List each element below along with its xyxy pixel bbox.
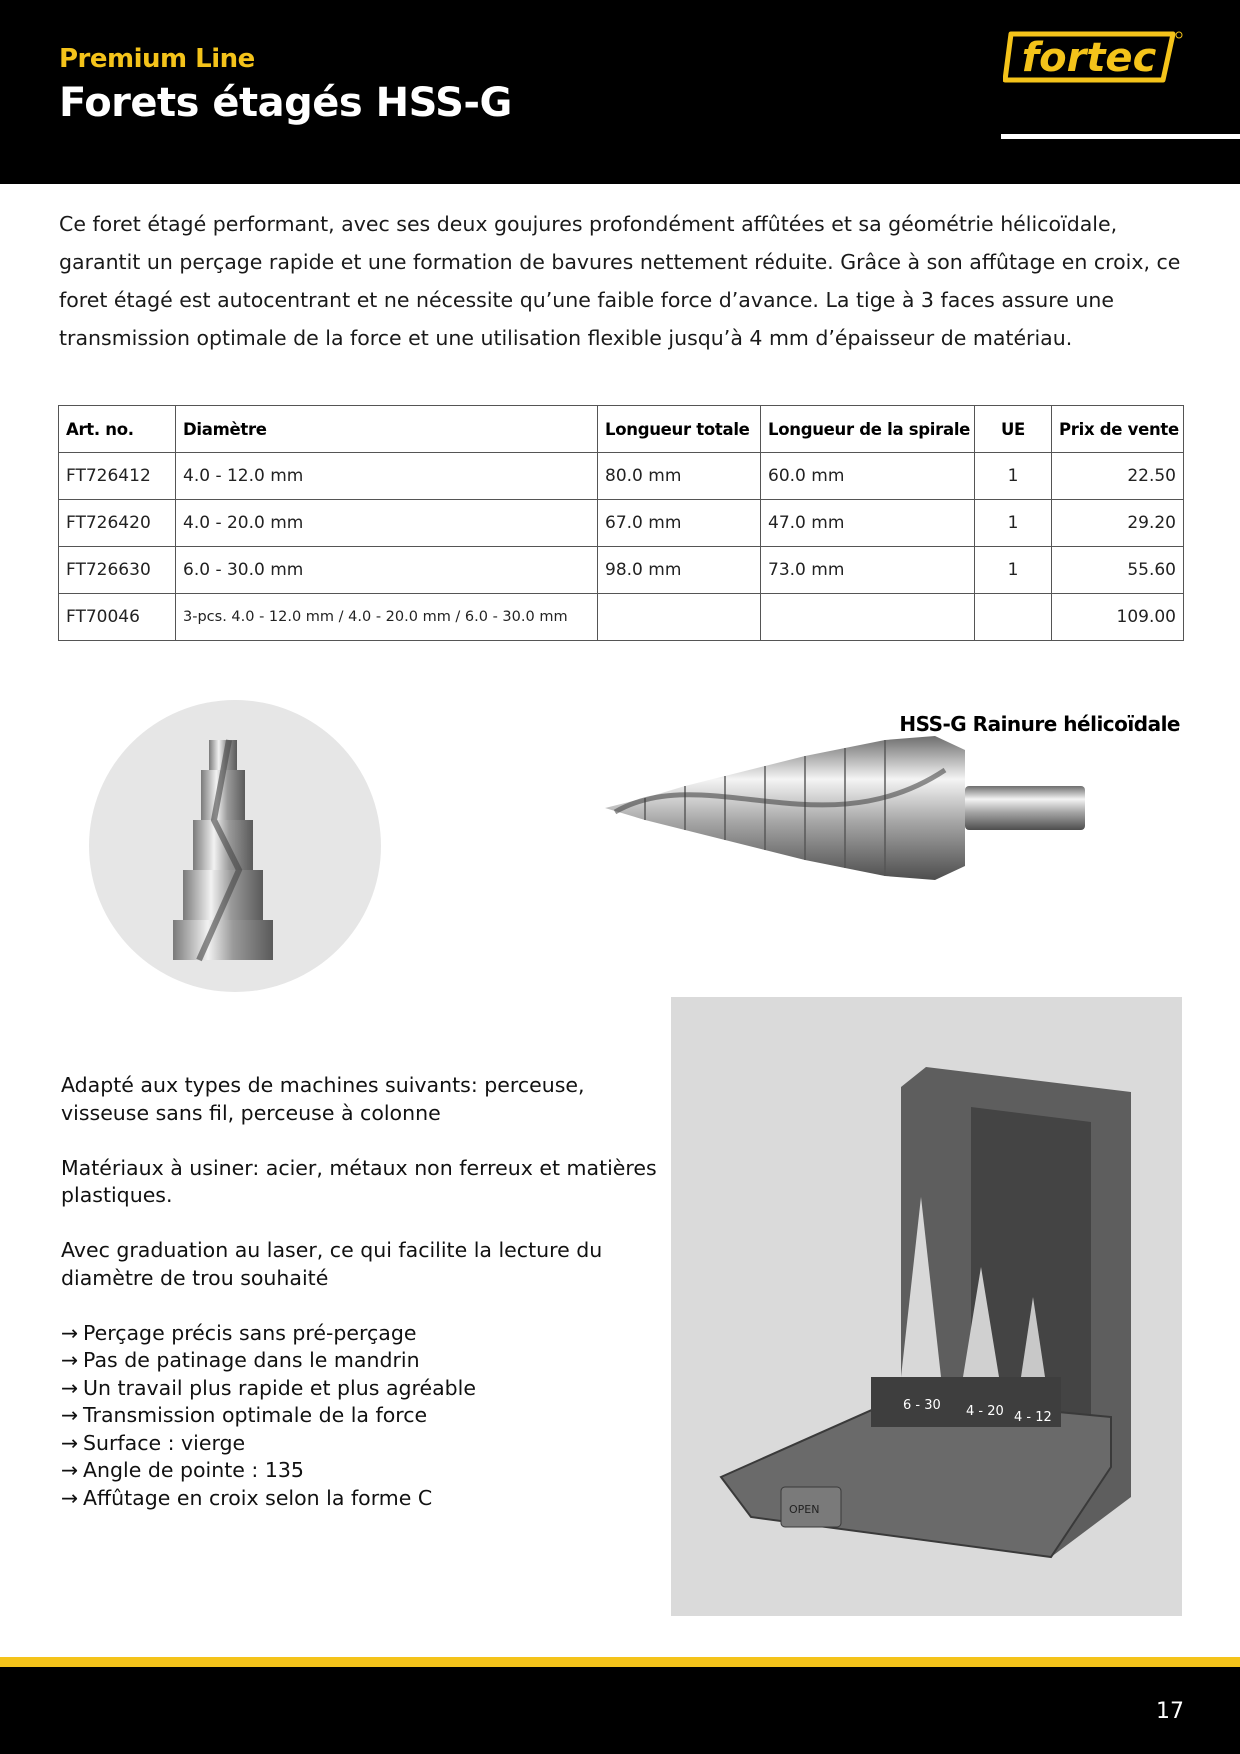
drill-case-illustration: [671, 997, 1182, 1616]
cell-price: 22.50: [1052, 453, 1184, 500]
cell-spiral-length: 47.0 mm: [761, 500, 975, 547]
arrow-right-icon: →: [61, 1348, 79, 1372]
cell-spiral-length: [761, 594, 975, 641]
benefits-list: [61, 1320, 661, 1513]
list-item: → Transmission optimale de la force: [61, 1402, 661, 1430]
cell-diameter: 4.0 - 20.0 mm: [176, 500, 598, 547]
cell-price: 109.00: [1052, 594, 1184, 641]
list-item: → Perçage précis sans pré-perçage: [61, 1320, 661, 1348]
cell-art-no: FT726630: [59, 547, 176, 594]
col-header-total-length: Longueur totale: [598, 406, 761, 453]
table-header-row: [59, 406, 1184, 453]
case-latch-text: OPEN: [789, 1503, 820, 1516]
cell-ue: 1: [975, 500, 1052, 547]
table-row: [59, 500, 1184, 547]
page-footer: [0, 1667, 1240, 1754]
page-number: 17: [1156, 1699, 1184, 1724]
cell-total-length: 67.0 mm: [598, 500, 761, 547]
cell-diameter: 4.0 - 12.0 mm: [176, 453, 598, 500]
machine-types-text: Adapté aux types de machines suivants: perceuse, visseuse sans fil, perceuse à colonne: [61, 1073, 585, 1125]
header-rule: [1001, 134, 1240, 139]
col-header-price: Prix de vente: [1052, 406, 1184, 453]
product-line-label: Premium Line: [59, 44, 255, 74]
logo-wordmark: fortec: [1021, 35, 1157, 81]
arrow-right-icon: →: [61, 1458, 79, 1482]
fortec-logo: [1003, 30, 1183, 88]
cell-spiral-length: 60.0 mm: [761, 453, 975, 500]
step-drill-image: [605, 730, 1090, 890]
page-header: [0, 0, 1240, 184]
table-row: [59, 594, 1184, 641]
list-item: → Surface : vierge: [61, 1430, 661, 1458]
arrow-right-icon: →: [61, 1320, 79, 1345]
helix-groove-label: HSS-G Rainure hélicoïdale: [899, 712, 1180, 736]
list-item: → Un travail plus rapide et plus agréable: [61, 1375, 661, 1403]
list-item: → Angle de pointe : 135: [61, 1457, 661, 1485]
cell-ue: [975, 594, 1052, 641]
drill-tip-illustration: [89, 700, 381, 992]
footer-accent-stripe: [0, 1657, 1240, 1667]
cell-diameter: 6.0 - 30.0 mm: [176, 547, 598, 594]
arrow-right-icon: →: [61, 1375, 79, 1400]
arrow-right-icon: →: [61, 1485, 79, 1510]
drill-tip-closeup-image: [89, 700, 381, 992]
materials-text: Matériaux à usiner: acier, métaux non ferreux et matières plastiques.: [61, 1155, 657, 1207]
cell-diameter: 3-pcs. 4.0 - 12.0 mm / 4.0 - 20.0 mm / 6.0 - 30.0 mm: [176, 594, 598, 641]
table-row: [59, 453, 1184, 500]
arrow-right-icon: →: [61, 1430, 79, 1455]
cell-price: 55.60: [1052, 547, 1184, 594]
list-item: → Pas de patinage dans le mandrin: [61, 1347, 661, 1375]
page-title: Forets étagés HSS-G: [59, 80, 512, 126]
cell-price: 29.20: [1052, 500, 1184, 547]
features-section: [61, 1072, 661, 1512]
cell-art-no: FT726412: [59, 453, 176, 500]
cell-total-length: [598, 594, 761, 641]
cell-spiral-length: 73.0 mm: [761, 547, 975, 594]
intro-paragraph: Ce foret étagé performant, avec ses deux goujures profondément affûtées et sa géométrie hélicoïdale, garantit un perçage rapide et une formation de bavures nettement réduite. Grâce à son affûtage en croix, ce foret étagé est autocentrant et ne nécessite qu’une faible force d’avance. La tige à 3 faces assure une transmission optimale de la force et une utilisation flexible jusqu’à 4 mm d’épaisseur de matériau.: [59, 212, 1181, 350]
col-header-ue: UE: [975, 406, 1052, 453]
case-label-4-12: 4 - 12: [1014, 1410, 1052, 1425]
spec-table: [58, 405, 1184, 641]
col-header-spiral-length: Longueur de la spirale: [761, 406, 975, 453]
cell-total-length: 80.0 mm: [598, 453, 761, 500]
cell-art-no: FT70046: [59, 594, 176, 641]
case-label-4-20: 4 - 20: [966, 1404, 1004, 1419]
col-header-art-no: Art. no.: [59, 406, 176, 453]
list-item: → Affûtage en croix selon la forme C: [61, 1485, 661, 1513]
case-label-6-30: 6 - 30: [903, 1398, 941, 1413]
arrow-right-icon: →: [61, 1403, 79, 1427]
laser-graduation-text: Avec graduation au laser, ce qui facilite la lecture du diamètre de trou souhaité: [61, 1238, 603, 1290]
cell-ue: 1: [975, 547, 1052, 594]
table-row: [59, 547, 1184, 594]
col-header-diameter: Diamètre: [176, 406, 598, 453]
drill-set-case-image: [671, 997, 1182, 1616]
cell-ue: 1: [975, 453, 1052, 500]
cell-art-no: FT726420: [59, 500, 176, 547]
cell-total-length: 98.0 mm: [598, 547, 761, 594]
